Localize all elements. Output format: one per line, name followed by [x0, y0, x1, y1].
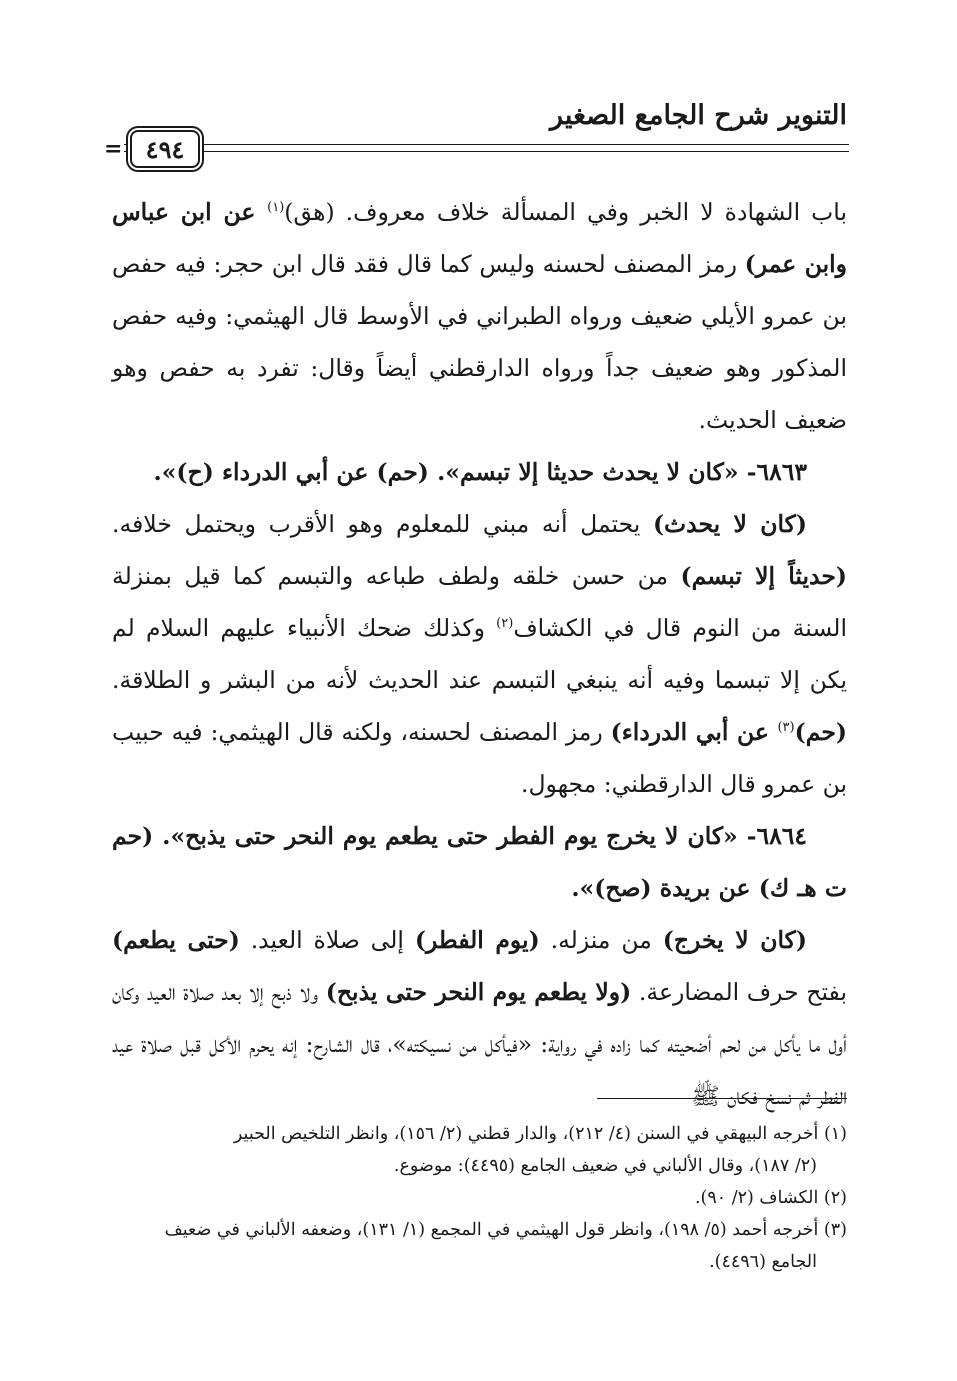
main-text [112, 186, 847, 1122]
footnote-separator [597, 1098, 847, 1099]
paragraph-3: (كان لا يخرج) من منزله. (يوم الفطر) إلى صلاة العيد. (حتى يطعم) بفتح حرف المضارعة. (ولا يطعم يوم النحر حتى يذبح) ولا ذبح إلا بعد صلاة العيد وكان أول ما يأكل من لحم أضحيته كما زاده في رواية: «فيأكل من نسيكته»، قال الشارح: إنه يحرم الأكل قبل صلاة عيد الفطر ثم نسخ فكان ﷺ [112, 926, 847, 1110]
footnote-3-cont: الجامع (٤٤٩٦). [709, 1252, 817, 1272]
footnote-ref-1[interactable]: (١) [267, 200, 285, 216]
paragraph-2: (كان لا يحدث) يحتمل أنه مبني للمعلوم وهو الأقرب ويحتمل خلافه. (حديثاً إلا تبسم) من حسن خلقه ولطف طباعه والتبسم كما قيل بمنزلة السنة من النوم قال في الكشاف$^{(٢)}$ وكذلك ضحك الأنبياء عليهم السلام لم يكن إلا تبسما وفيه أنه ينبغي التبسم عند الحديث لأنه من البشر و الطلاقة. (حم)$^{(٣)}$ عن أبي الدرداء) رمز المصنف لحسنه، ولكنه قال الهيثمي: فيه حبيب بن عمرو قال الدارقطني: مجهول. [112, 510, 848, 798]
running-title: التنوير شرح الجامع الصغير [550, 100, 847, 131]
hadith-6863: ٦٨٦٣- «كان لا يحدث حديثا إلا تبسم». (حم) عن أبي الدرداء (ح)». [153, 458, 807, 486]
footnotes [112, 1118, 847, 1278]
rule-end-mark: = [104, 136, 123, 162]
footnote-2: (٢) الكشاف (٢/ ٩٠). [694, 1188, 847, 1208]
footnote-1-cont: (٢/ ١٨٧)، وقال الألباني في ضعيف الجامع (٤٤٩٥): موضوع. [393, 1156, 817, 1176]
footnote-3: (٣) أخرجه أحمد (٥/ ١٩٨)، وانظر قول الهيثمي في المجمع (١/ ١٣١)، وضعفه الألباني في ضعيف [164, 1220, 847, 1240]
header-rule [104, 126, 849, 166]
footnote-1: (١) أخرجه البيهقي في السنن (٤/ ٢١٢)، والدار قطني (٢/ ١٥٦)، وانظر التلخيص الحبير [233, 1124, 847, 1144]
hadith-6864: ٦٨٦٤- «كان لا يخرج يوم الفطر حتى يطعم يوم النحر حتى يذبح». (حم ت هـ ك) عن بريدة (صح)». [112, 822, 847, 902]
page-number: ٤٩٤ [130, 130, 200, 168]
footnote-ref-3[interactable]: (٣) [777, 720, 795, 736]
footnote-ref-2[interactable]: (٢) [496, 616, 514, 632]
double-rule [108, 144, 849, 152]
paragraph-1: باب الشهادة لا الخبر وفي المسألة خلاف معروف. (هق)$^{(١)}$ عن ابن عباس وابن عمر) رمز المصنف لحسنه وليس كما قال فقد قال ابن حجر: فيه حفص بن عمرو الأيلي ضعيف ورواه الطبراني في الأوسط قال الهيثمي: وفيه حفص المذكور وهو ضعيف جداً ورواه الدارقطني أيضاً وقال: تفرد به حفص وهو ضعيف الحديث. [112, 198, 847, 434]
